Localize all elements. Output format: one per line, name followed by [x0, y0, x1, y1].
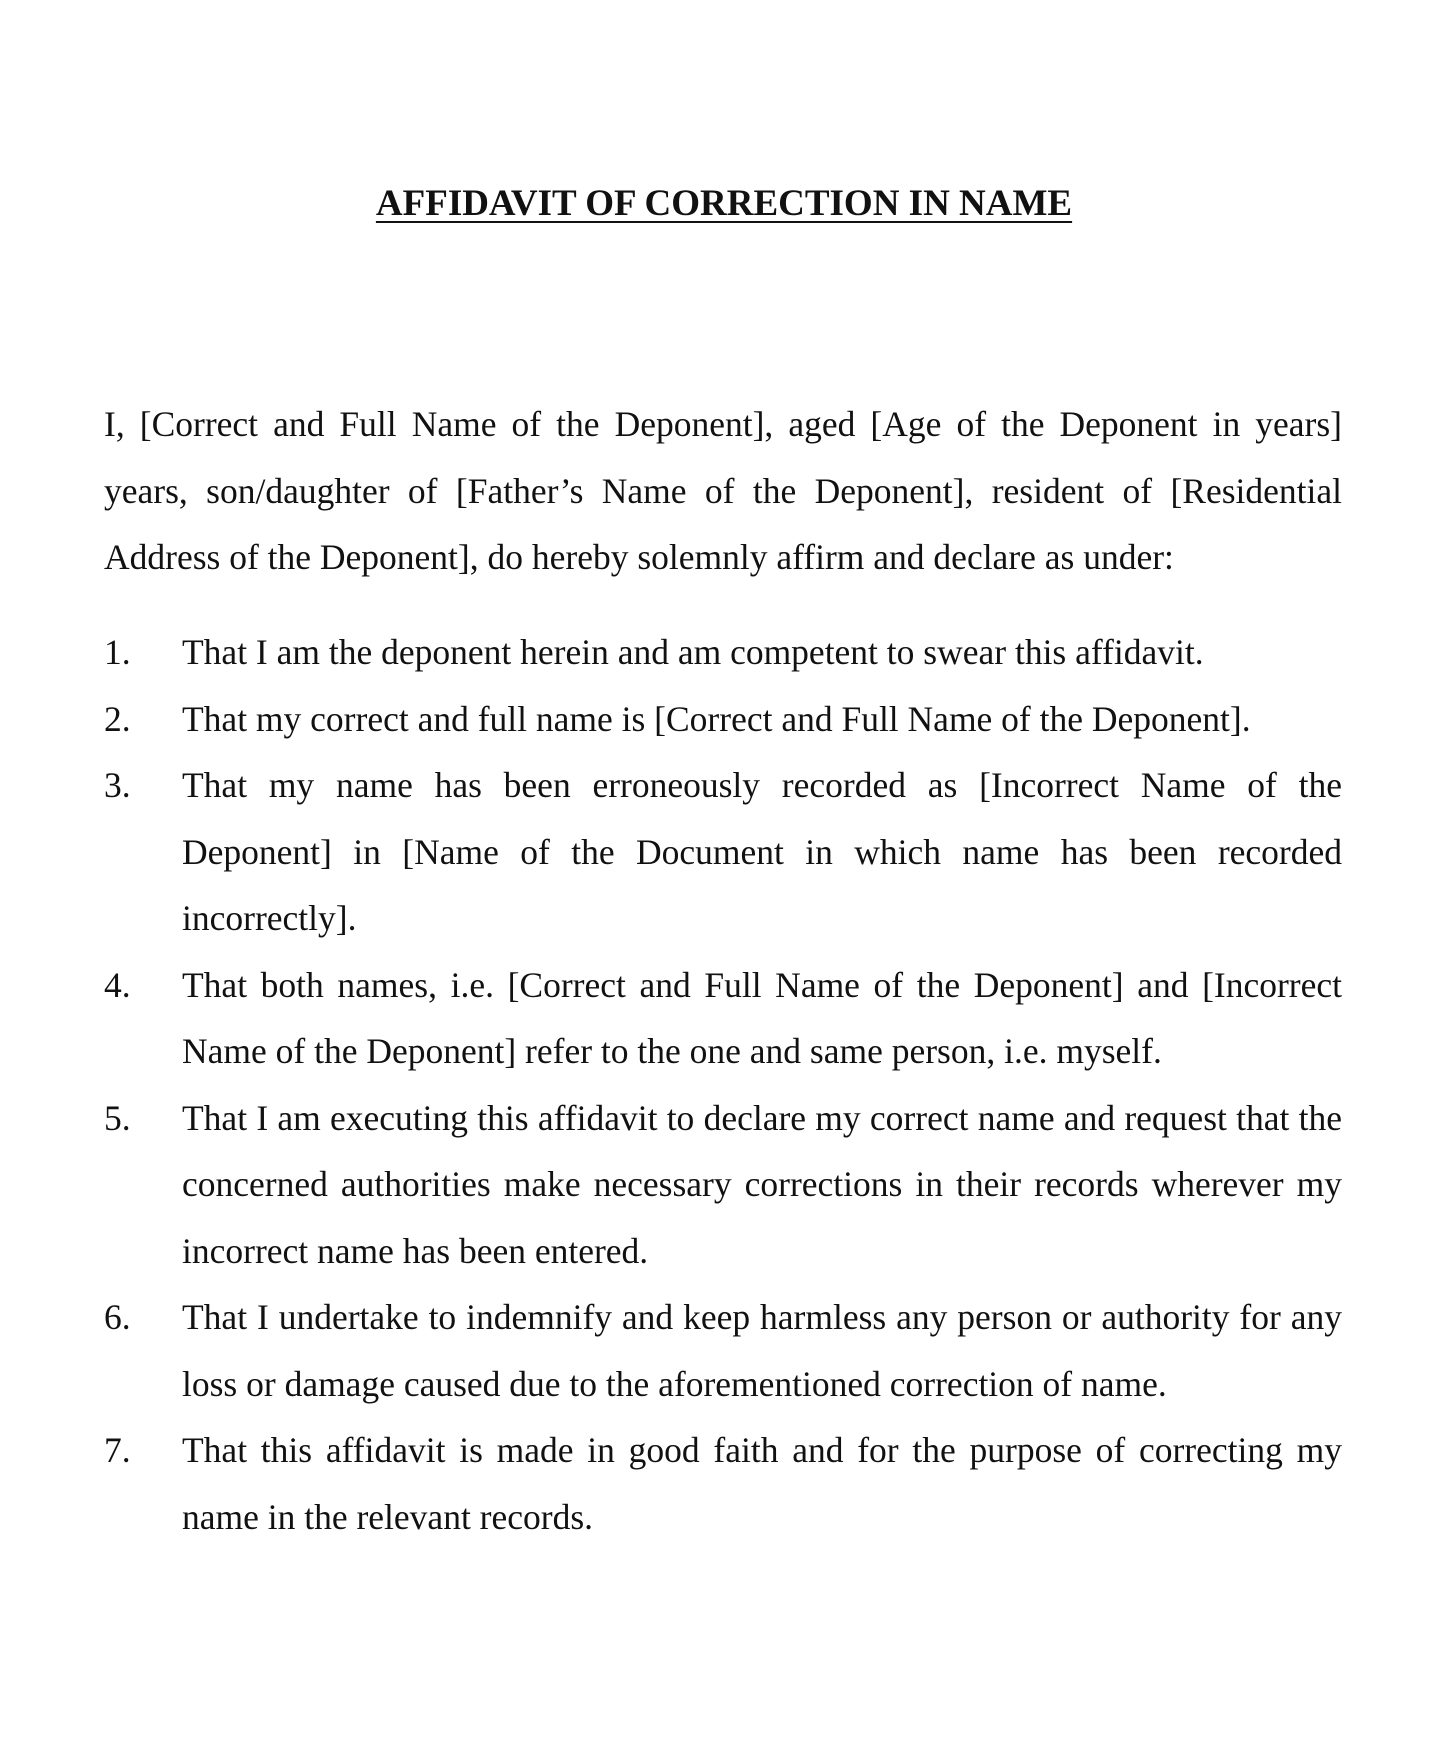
clause-text: That I am executing this affidavit to declare my correct name and request that the concerned authorities make necessary corrections in their records wherever my incorrect name has been entered. — [182, 1097, 1342, 1271]
clause-item — [104, 619, 1342, 686]
clause-item — [104, 686, 1342, 753]
clause-text: That I undertake to indemnify and keep harmless any person or authority for any loss or damage caused due to the aforementioned correction of name. — [182, 1297, 1342, 1404]
clause-item — [104, 1284, 1342, 1417]
clause-text: That my name has been erroneously recorded as [Incorrect Name of the Deponent] in [Name of the Document in which name has been recorded incorrectly]. — [182, 765, 1342, 938]
clause-number: 1. — [104, 632, 131, 672]
clause-number: 6. — [104, 1297, 131, 1337]
clause-text: That this affidavit is made in good faith and for the purpose of correcting my name in the relevant records. — [182, 1430, 1342, 1537]
clause-text: That both names, i.e. [Correct and Full Name of the Deponent] and [Incorrect Name of the Deponent] refer to the one and same person, i.e. myself. — [182, 964, 1342, 1071]
clause-number: 4. — [104, 964, 131, 1005]
intro-paragraph: I, [Correct and Full Name of the Deponent], aged [Age of the Deponent in years] years, son/daughter of [Father’s Name of the Deponent], resident of [Residential Address of the Deponent], do hereby solemnly affirm and declare as under: — [104, 404, 1342, 577]
clause-item — [104, 752, 1342, 952]
document-title-text: AFFIDAVIT OF CORRECTION IN NAME — [375, 183, 1073, 224]
clause-number: 7. — [104, 1430, 131, 1470]
clause-text: That my correct and full name is [Correct and Full Name of the Deponent]. — [182, 698, 1251, 739]
clause-item — [104, 1085, 1342, 1285]
clause-item — [104, 1417, 1342, 1550]
clause-number: 5. — [104, 1097, 131, 1138]
clause-item — [104, 952, 1342, 1085]
clause-text: That I am the deponent herein and am competent to swear this affidavit. — [182, 632, 1204, 672]
clause-list — [104, 619, 1342, 1550]
clause-number: 3. — [104, 765, 131, 805]
clause-number: 2. — [104, 698, 131, 739]
document-title — [0, 180, 1448, 228]
